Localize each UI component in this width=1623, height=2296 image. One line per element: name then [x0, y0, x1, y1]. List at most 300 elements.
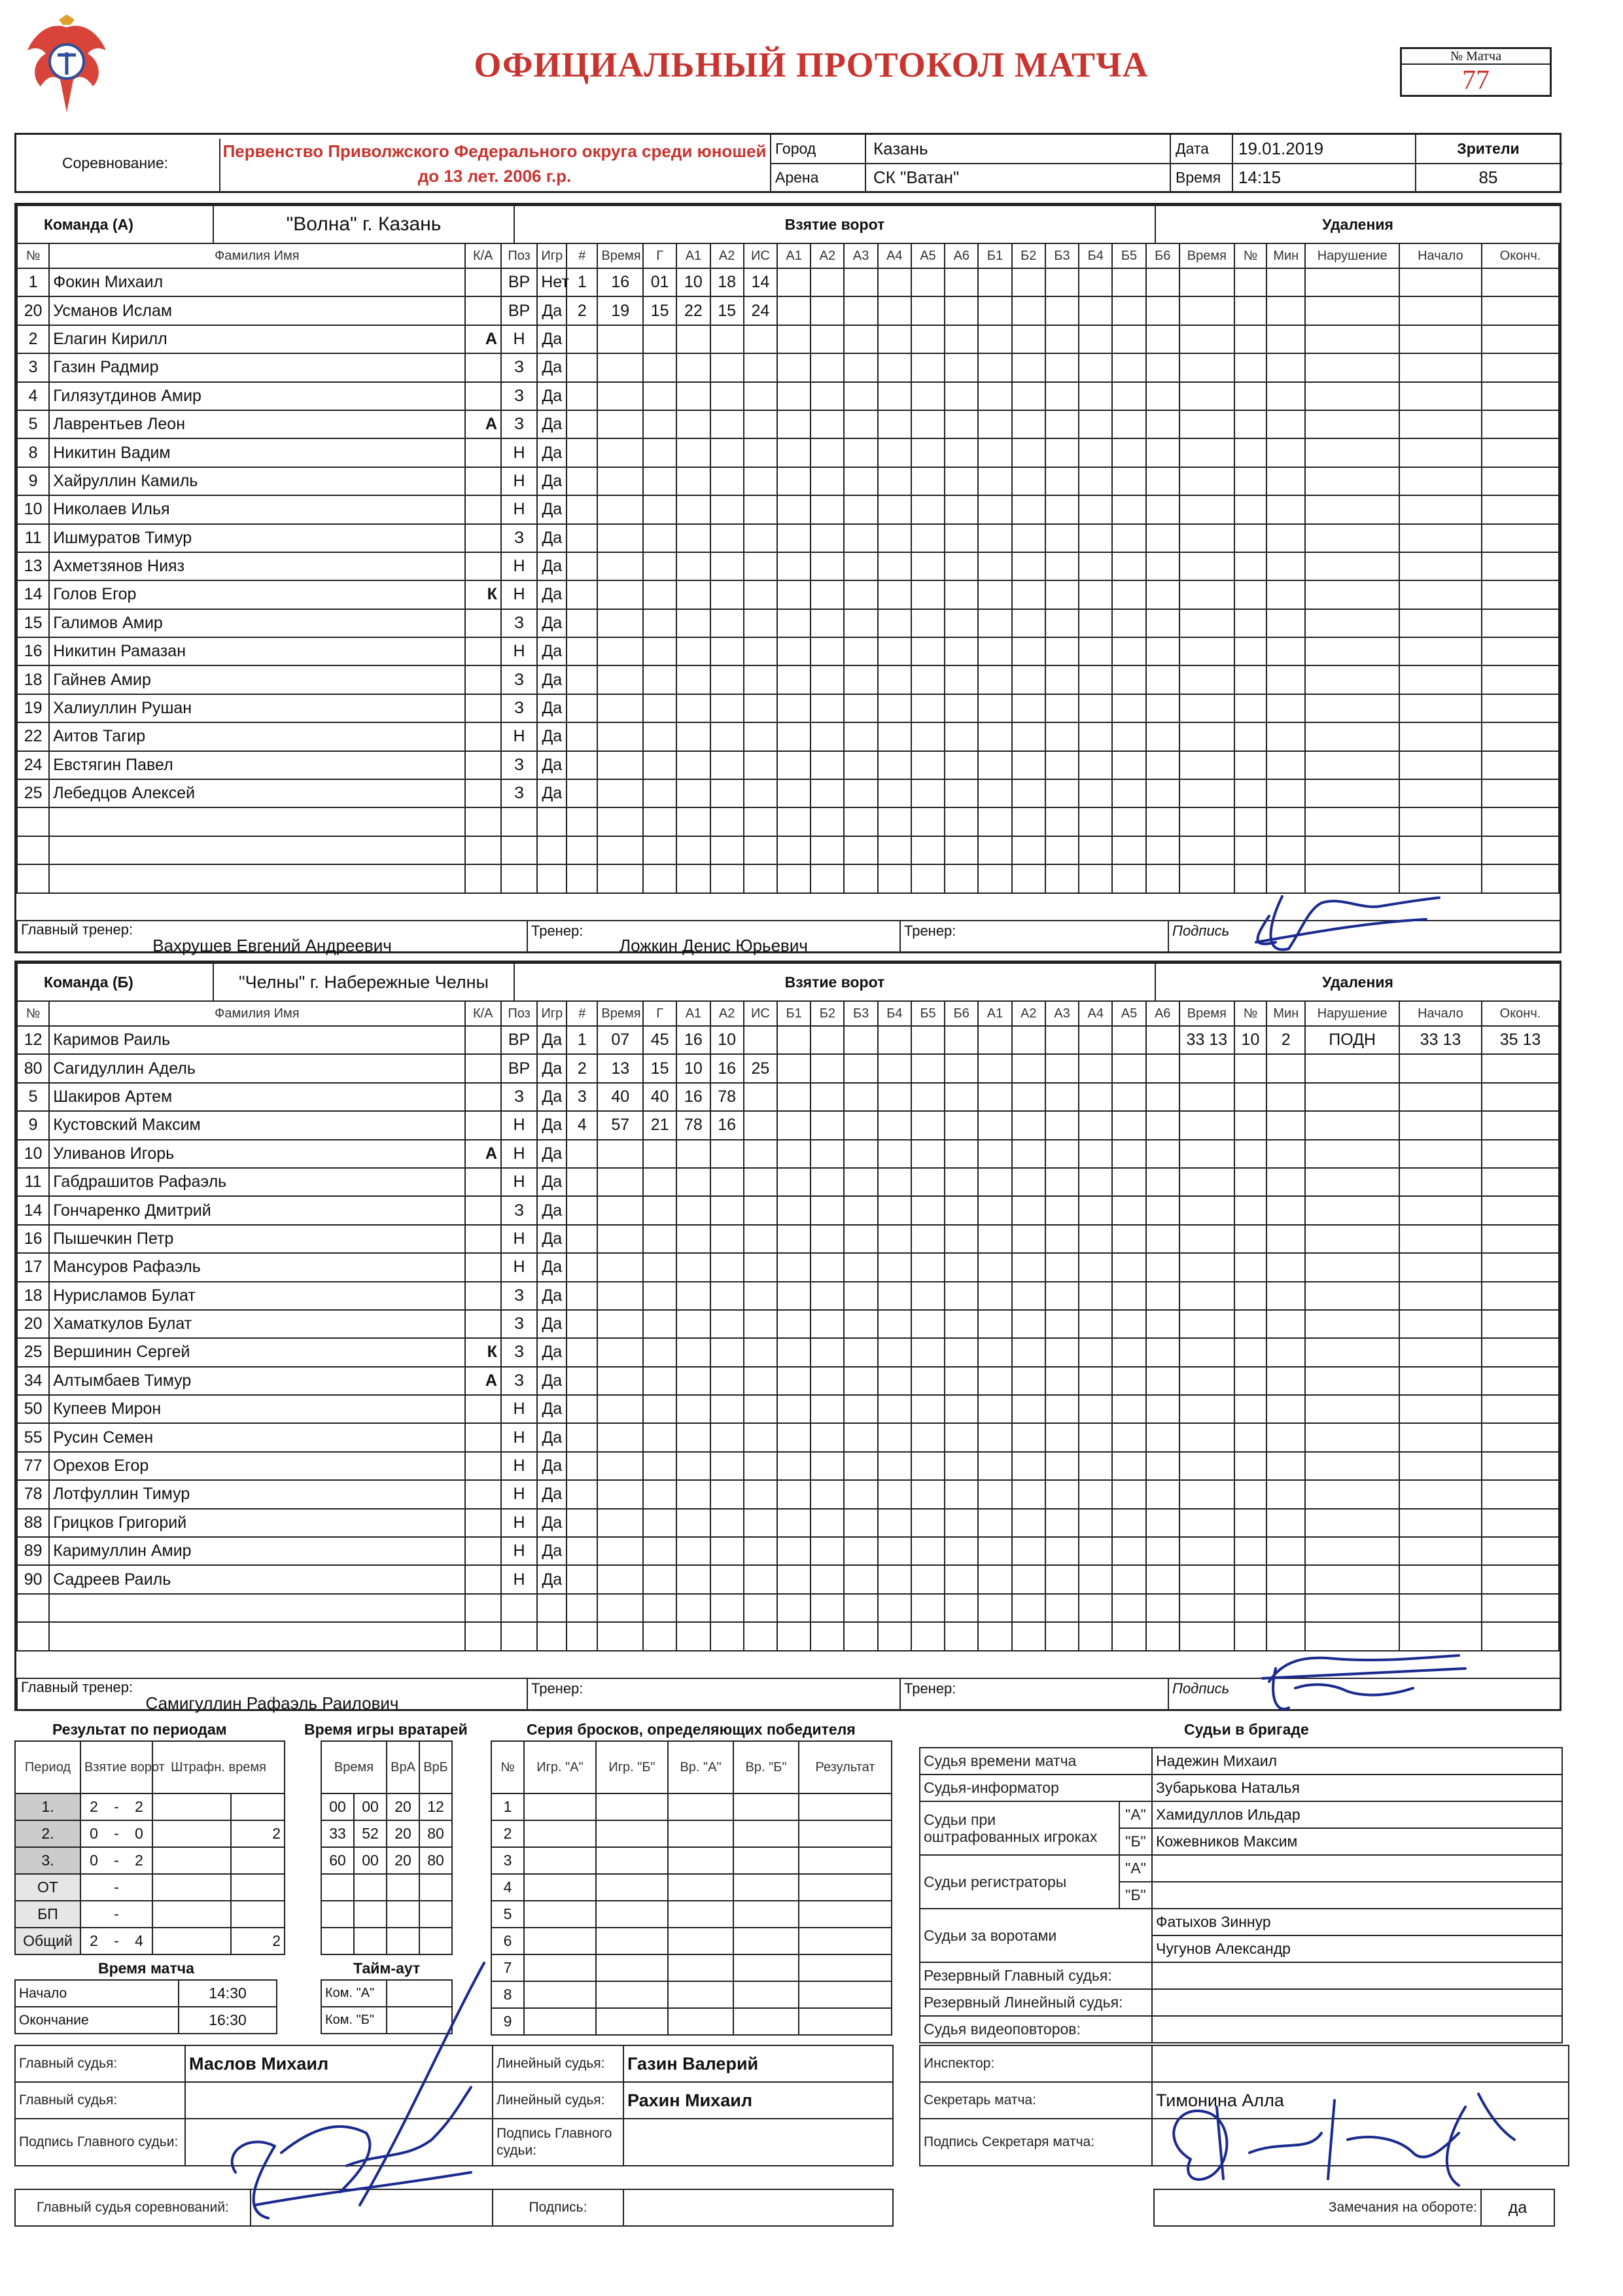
penalty-cell — [1234, 1509, 1266, 1537]
goal-cell — [1146, 609, 1179, 637]
goal-cell — [945, 1083, 978, 1111]
goal-cell — [1012, 1253, 1045, 1281]
goal-cell — [567, 1452, 597, 1480]
goal-cell — [744, 665, 777, 694]
goal-cell — [643, 694, 676, 722]
match-number-label: № Матча — [1402, 49, 1550, 65]
penalty-cell — [1234, 1083, 1266, 1111]
penalty-cell — [1234, 524, 1266, 552]
goal-cell — [1012, 1111, 1045, 1139]
period-row — [15, 1901, 285, 1928]
goal-cell — [1146, 1111, 1179, 1139]
goal-cell — [1112, 467, 1145, 495]
roster-cell: 5 — [17, 410, 49, 438]
roster-cell — [465, 353, 501, 381]
period-cell: - — [107, 1793, 126, 1820]
penalty-cell — [1305, 438, 1399, 467]
goal-cell — [911, 779, 945, 807]
goal-cell — [777, 467, 811, 495]
penalty-cell — [1305, 495, 1399, 523]
goal-col: Время — [597, 1001, 643, 1026]
penalty-cell — [1305, 1338, 1399, 1366]
goal-cell — [878, 1253, 911, 1281]
shootout-row — [491, 1928, 892, 1954]
goal-cell — [1012, 1225, 1045, 1253]
arena: СК "Ватан" — [873, 168, 960, 187]
goal-cell — [811, 1111, 844, 1139]
goal-cell — [911, 1168, 945, 1196]
goal-cell — [1012, 637, 1045, 665]
goal-cell — [978, 1253, 1011, 1281]
goal-cell — [811, 807, 844, 836]
goal-cell — [945, 1282, 978, 1310]
penalty-cell — [1482, 722, 1559, 751]
goal-cell — [710, 864, 744, 892]
roster-cell: 20 — [17, 296, 49, 325]
penalty-cell — [1399, 438, 1482, 467]
periods-col: Взятие ворот — [80, 1741, 152, 1793]
shootout-num: 4 — [491, 1874, 524, 1901]
goal-cell — [945, 1026, 978, 1054]
goal-cell — [1079, 864, 1112, 892]
penalty-cell — [1482, 1565, 1559, 1593]
secretary: Тимонина Алла — [1152, 2082, 1569, 2119]
penalty-cell — [1179, 779, 1234, 807]
goal-cell — [878, 1480, 911, 1508]
goal-cell — [945, 382, 978, 410]
goal-cell — [1045, 353, 1079, 381]
goal-cell — [597, 495, 643, 523]
penalty-cell — [1179, 467, 1234, 495]
roster-cell: З — [501, 1083, 537, 1111]
penalty-cell — [1179, 836, 1234, 864]
goal-cell — [1112, 722, 1145, 751]
goal-cell — [1112, 1594, 1145, 1622]
roster-cell — [465, 467, 501, 495]
goal-cell — [978, 694, 1011, 722]
goal-cell — [567, 438, 597, 467]
goal-cell — [744, 864, 777, 892]
goal-cell — [878, 580, 911, 609]
penalty-cell — [1482, 410, 1559, 438]
roster-cell: Да — [537, 1111, 567, 1139]
match-number-box — [1400, 47, 1552, 97]
roster-cell — [465, 609, 501, 637]
goal-cell — [945, 296, 978, 325]
table-row — [17, 438, 1559, 467]
roster-cell: Да — [537, 1480, 567, 1508]
goal-cell — [1112, 779, 1145, 807]
penalty-cell — [1266, 722, 1305, 751]
goal-cell — [1012, 751, 1045, 779]
goal-cell — [811, 325, 844, 353]
informer: Зубарькова Наталья — [1152, 1775, 1562, 1801]
penalty-cell — [1179, 296, 1234, 325]
goal-cell — [710, 524, 744, 552]
goal-cell — [676, 580, 710, 609]
period-cell — [231, 1874, 285, 1901]
goal-cell — [1079, 353, 1112, 381]
goal-cell — [567, 467, 597, 495]
goal-cell — [1112, 1083, 1145, 1111]
goal-col: А4 — [878, 243, 911, 268]
penalty-cell — [1266, 1196, 1305, 1224]
goal-cell — [878, 1537, 911, 1565]
goals-section-title: Взятие ворот — [514, 205, 1155, 243]
table-row — [17, 1480, 1559, 1508]
penalty-cell — [1305, 1054, 1399, 1082]
goal-cell — [597, 1168, 643, 1196]
goal-cell — [744, 1338, 777, 1366]
goal-cell — [811, 1196, 844, 1224]
roster-cell — [49, 1594, 464, 1622]
penalty-cell — [1305, 1310, 1399, 1338]
roster-cell: Н — [501, 495, 537, 523]
goal-cell — [911, 1395, 945, 1423]
period-cell — [152, 1820, 231, 1847]
goal-cell — [911, 1509, 945, 1537]
goal-cell — [676, 1253, 710, 1281]
goal-cell — [878, 1565, 911, 1593]
gk-cell: 00 — [354, 1793, 387, 1820]
roster-cell: 11 — [17, 524, 49, 552]
penalty-cell — [1266, 552, 1305, 580]
goal-cell — [710, 438, 744, 467]
penalty-cell — [1179, 1310, 1234, 1338]
goal-cell — [945, 1338, 978, 1366]
goal-cell — [978, 552, 1011, 580]
goal-cell — [844, 1225, 877, 1253]
goal-cell — [945, 1253, 978, 1281]
roster-cell: Н — [501, 1565, 537, 1593]
goal-cell — [676, 1622, 710, 1650]
penalty-cell — [1305, 637, 1399, 665]
roster-cell: Лебедцов Алексей — [49, 779, 464, 807]
goal-cell — [811, 722, 844, 751]
penalty-cell — [1234, 495, 1266, 523]
table-row — [17, 552, 1559, 580]
penalty-cell — [1234, 1423, 1266, 1451]
penalty-cell — [1266, 467, 1305, 495]
goal-cell — [978, 1367, 1011, 1395]
roster-cell: З — [501, 353, 537, 381]
goal-cell — [744, 1622, 777, 1650]
goal-cell — [911, 1083, 945, 1111]
goal-cell — [643, 353, 676, 381]
match-end-label: Окончание — [15, 2007, 179, 2034]
goal-cell — [878, 807, 911, 836]
goal-cell — [844, 1338, 877, 1366]
goal-cell — [878, 1282, 911, 1310]
goal-cell — [1079, 1282, 1112, 1310]
spectators-label: Зрители — [1457, 140, 1520, 157]
goal-cell: 10 — [676, 268, 710, 296]
match-start-label: Начало — [15, 1980, 179, 2007]
goal-cell — [1112, 1452, 1145, 1480]
goal-cell — [1112, 1026, 1145, 1054]
goal-cell: 1 — [567, 1026, 597, 1054]
goal-cell — [777, 1480, 811, 1508]
roster-cell: Да — [537, 410, 567, 438]
goal-cell: 2 — [567, 296, 597, 325]
goal-cell — [676, 836, 710, 864]
roster-cell: Каримуллин Амир — [49, 1537, 464, 1565]
goal-cell — [777, 1594, 811, 1622]
goal-cell — [744, 1509, 777, 1537]
goal-cell — [744, 751, 777, 779]
penalty-cell — [1179, 268, 1234, 296]
goal-cell — [1045, 1537, 1079, 1565]
goal-cell — [1012, 1026, 1045, 1054]
roster-cell: Да — [537, 637, 567, 665]
roster-col: Фамилия Имя — [49, 243, 464, 268]
goal-cell — [710, 382, 744, 410]
penalty-cell — [1305, 1253, 1399, 1281]
goal-col: А3 — [1045, 1001, 1079, 1026]
penalty-cell — [1399, 751, 1482, 779]
team-label: Команда (А) — [17, 205, 213, 243]
goal-cell — [811, 410, 844, 438]
penalty-cell — [1179, 438, 1234, 467]
goal-cell — [911, 1594, 945, 1622]
goal-cell — [597, 353, 643, 381]
goal-cell — [978, 637, 1011, 665]
goal-cell — [744, 353, 777, 381]
goal-cell — [878, 1594, 911, 1622]
goal-cell — [1146, 1054, 1179, 1082]
roster-cell: К — [465, 580, 501, 609]
goal-cell — [1012, 296, 1045, 325]
roster-cell — [465, 1253, 501, 1281]
goal-cell — [1112, 864, 1145, 892]
goal-cell — [1045, 1622, 1079, 1650]
officials-title: Судьи в бригаде — [1184, 1721, 1309, 1738]
table-row — [17, 1594, 1559, 1622]
goal-cell — [811, 1168, 844, 1196]
goal-cell — [945, 807, 978, 836]
goal-cell — [1079, 1253, 1112, 1281]
gk-row — [321, 1901, 452, 1928]
penalty-cell — [1305, 552, 1399, 580]
goal-cell — [878, 1196, 911, 1224]
goal-cell — [844, 836, 877, 864]
table-row — [17, 325, 1559, 353]
goal-cell — [710, 1196, 744, 1224]
goal-cell — [978, 1282, 1011, 1310]
goal-cell — [567, 495, 597, 523]
goal-cell: 10 — [676, 1054, 710, 1082]
roster-cell: Да — [537, 1225, 567, 1253]
roster-col: Поз — [501, 243, 537, 268]
goal-cell — [911, 1537, 945, 1565]
penalty-cell — [1179, 1026, 1234, 1054]
goal-cell — [911, 495, 945, 523]
period-cell — [152, 1928, 231, 1954]
gk-cell — [419, 1928, 452, 1954]
pen-time-min: 33 — [1186, 1031, 1205, 1050]
penalty-cell — [1234, 1026, 1266, 1054]
goal-cell — [1146, 552, 1179, 580]
table-row — [17, 722, 1559, 751]
goal-cell — [744, 1395, 777, 1423]
goal-cell — [1112, 836, 1145, 864]
match-time-title: Время матча — [98, 1960, 194, 1977]
goal-cell: 78 — [676, 1111, 710, 1139]
roster-cell — [17, 1622, 49, 1650]
goal-cell — [1045, 268, 1079, 296]
goal-cell — [1012, 864, 1045, 892]
goal-cell — [777, 410, 811, 438]
roster-cell: 2 — [17, 325, 49, 353]
penalty-cell — [1266, 1310, 1305, 1338]
goal-cell — [567, 524, 597, 552]
penalty-cell — [1482, 1395, 1559, 1423]
roster-cell: 15 — [17, 609, 49, 637]
goal-cell — [710, 1282, 744, 1310]
goal-cell — [1079, 1026, 1112, 1054]
penalty-cell — [1234, 609, 1266, 637]
goal-cell — [1112, 410, 1145, 438]
gk-cell: 80 — [419, 1847, 452, 1874]
penalty-cell — [1482, 1423, 1559, 1451]
secretary-sig-label: Подпись Секретаря матча: — [920, 2119, 1152, 2166]
goal-cell — [945, 779, 978, 807]
goal-cell — [710, 1452, 744, 1480]
goal-cell — [744, 1367, 777, 1395]
goal-cell — [844, 1509, 877, 1537]
penalty-cell — [1234, 1367, 1266, 1395]
roster-cell: А — [465, 325, 501, 353]
penalty-judges-label: Судьи при оштрафованных игроках — [920, 1801, 1119, 1855]
roster-cell: Да — [537, 1367, 567, 1395]
goal-cell — [676, 1367, 710, 1395]
goal-col: Б4 — [1079, 243, 1112, 268]
goal-cell — [710, 1622, 744, 1650]
goal-cell — [945, 1225, 978, 1253]
shootout-num: 6 — [491, 1928, 524, 1954]
goal-cell — [1045, 1225, 1079, 1253]
goal-cell: 19 — [597, 296, 643, 325]
goal-cell — [744, 1565, 777, 1593]
goal-col: А2 — [811, 243, 844, 268]
roster-cell: Н — [501, 325, 537, 353]
roster-cell: Шакиров Артем — [49, 1083, 464, 1111]
gk-cell — [387, 1928, 419, 1954]
roster-cell — [465, 382, 501, 410]
roster-cell: Николаев Илья — [49, 495, 464, 523]
goal-cell — [811, 1395, 844, 1423]
team-name: "Волна" г. Казань — [213, 205, 514, 243]
goal-cell — [1079, 751, 1112, 779]
goal-cell — [710, 1338, 744, 1366]
goal-cell — [811, 609, 844, 637]
goal-cell — [710, 1509, 744, 1537]
goal-cell — [844, 552, 877, 580]
goal-cell — [911, 1367, 945, 1395]
goal-cell — [844, 438, 877, 467]
goal-cell — [844, 751, 877, 779]
goal-cell — [1146, 665, 1179, 694]
penalty-cell — [1482, 1622, 1559, 1650]
goal-cell — [1079, 1594, 1112, 1622]
goal-cell — [811, 751, 844, 779]
goal-cell — [567, 552, 597, 580]
goal-cell — [643, 382, 676, 410]
goal-cell — [676, 1338, 710, 1366]
goal-cell — [744, 1537, 777, 1565]
roster-cell — [465, 836, 501, 864]
goal-cell — [1146, 467, 1179, 495]
goal-cell — [567, 1225, 597, 1253]
penalty-cell — [1482, 1140, 1559, 1168]
goal-cell — [567, 1196, 597, 1224]
match-info — [14, 133, 1562, 193]
gk-table — [321, 1740, 453, 1955]
goal-cell — [643, 751, 676, 779]
roster-cell: Грицков Григорий — [49, 1509, 464, 1537]
roster-cell: Да — [537, 325, 567, 353]
goal-cell — [844, 694, 877, 722]
date: 19.01.2019 — [1238, 139, 1324, 158]
goal-cell — [1045, 609, 1079, 637]
penalty-cell — [1234, 1168, 1266, 1196]
goal-cell — [643, 1565, 676, 1593]
goal-cell — [978, 1168, 1011, 1196]
roster-cell: Н — [501, 1452, 537, 1480]
penalty-cell — [1266, 296, 1305, 325]
roster-cell: Газин Радмир — [49, 353, 464, 381]
goal-cell — [945, 1622, 978, 1650]
goal-cell — [978, 1594, 1011, 1622]
goal-cell — [844, 325, 877, 353]
goal-cell — [777, 1537, 811, 1565]
roster-cell: 1 — [17, 268, 49, 296]
period-row — [15, 1820, 285, 1847]
goal-cell — [811, 438, 844, 467]
gk-cell — [321, 1928, 354, 1954]
gk-cell: 20 — [387, 1820, 419, 1847]
roster-cell: 18 — [17, 665, 49, 694]
penalty-cell — [1305, 1367, 1399, 1395]
time: 14:15 — [1238, 168, 1282, 187]
shootout-title: Серия бросков, определяющих победителя — [527, 1721, 856, 1738]
roster-cell: Да — [537, 665, 567, 694]
goal-cell — [710, 1253, 744, 1281]
penalty-cell — [1399, 410, 1482, 438]
penalty-cell — [1305, 609, 1399, 637]
main-ref-sig-label: Подпись Главного судьи: — [15, 2119, 185, 2166]
goal-cell — [844, 467, 877, 495]
goal-cell — [978, 836, 1011, 864]
goal-cell: 2 — [567, 1054, 597, 1082]
goal-cell — [1079, 580, 1112, 609]
goal-cell — [844, 1083, 877, 1111]
goal-cell — [945, 1395, 978, 1423]
penalty-cell — [1234, 722, 1266, 751]
goal-cell — [1079, 1168, 1112, 1196]
penalty-cell — [1179, 1054, 1234, 1082]
period-cell: 2 — [231, 1928, 285, 1954]
sig-label: Подпись: — [493, 2189, 623, 2226]
goal-cell — [978, 1565, 1011, 1593]
roster-cell: Да — [537, 694, 567, 722]
goal-cell — [597, 382, 643, 410]
roster-cell: Н — [501, 552, 537, 580]
table-row — [17, 1026, 1559, 1054]
goal-cell — [1045, 807, 1079, 836]
goal-cell — [676, 325, 710, 353]
goal-cell — [676, 1480, 710, 1508]
